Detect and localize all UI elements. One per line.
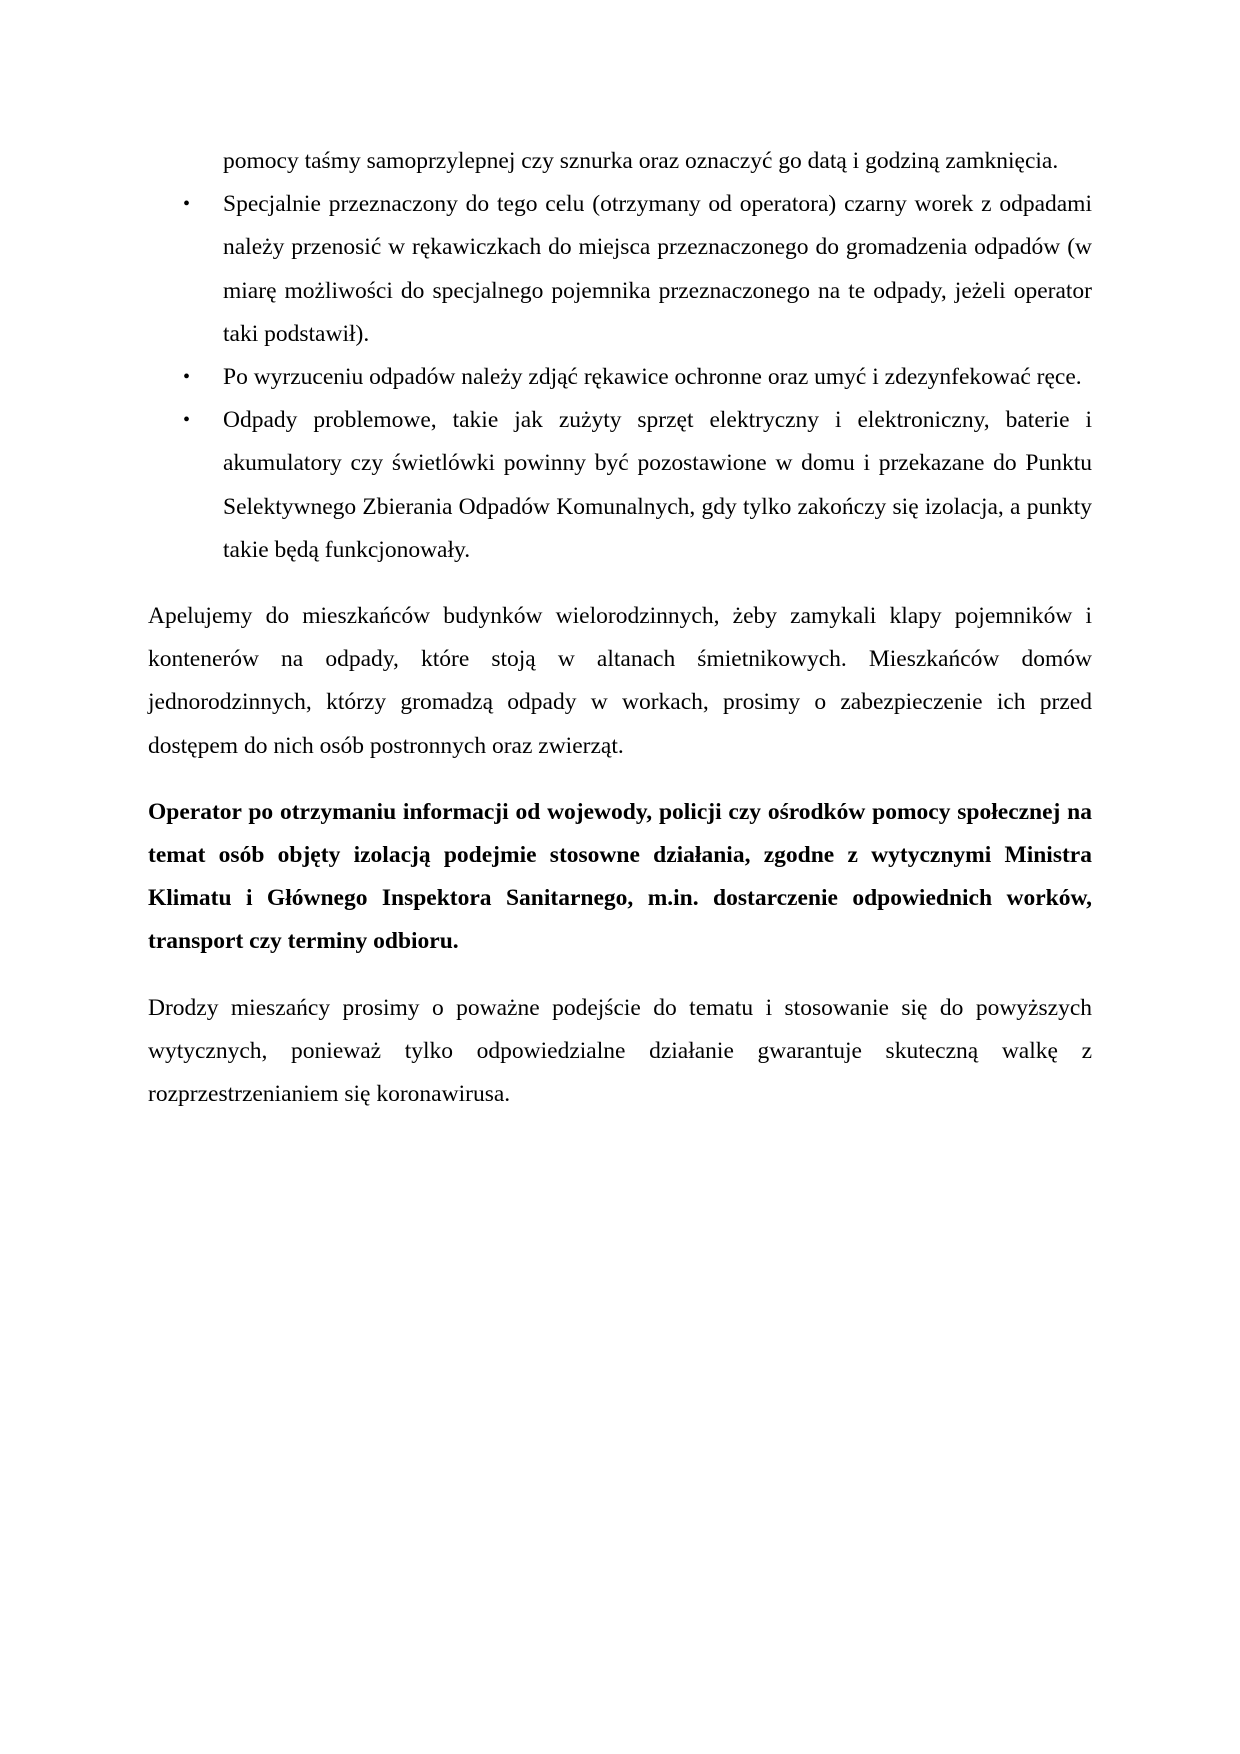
- list-item: [148, 399, 1092, 572]
- document-body: [148, 140, 1092, 1116]
- list-item: [148, 356, 1092, 399]
- bullet-list: [148, 183, 1092, 572]
- bullet-icon: •: [183, 409, 191, 432]
- bullet-icon: •: [183, 193, 191, 216]
- bullet-icon: •: [183, 366, 191, 389]
- list-item: [148, 183, 1092, 356]
- operator-paragraph: Operator po otrzymaniu informacji od wojewody, policji czy ośrodków pomocy społecznej na temat osób objęty izolacją podejmie stosowne działania, zgodne z wytycznymi Ministra Klimatu i Głównego Inspektora Sanitarnego, m.in. dostarczenie odpowiednich worków, transport czy terminy odbioru.: [148, 798, 1092, 955]
- list-item-text: Odpady problemowe, takie jak zużyty sprzęt elektryczny i elektroniczny, baterie i akumulatory czy świetlówki powinny być pozostawione w domu i przekazane do Punktu Selektywnego Zbierania Odpadów Komunalnych, gdy tylko zakończy się izolacja, a punkty takie będą funkcjonowały.: [223, 407, 1092, 563]
- list-item-text: Specjalnie przeznaczony do tego celu (otrzymany od operatora) czarny worek z odpadami należy przenosić w rękawiczkach do miejsca przeznaczonego do gromadzenia odpadów (w miarę możliwości do specjalnego pojemnika przeznaczonego na te odpady, jeżeli operator taki podstawił).: [223, 191, 1092, 347]
- appeal-paragraph: Apelujemy do mieszkańców budynków wielorodzinnych, żeby zamykali klapy pojemników i kontenerów na odpady, które stoją w altanach śmietnikowych. Mieszkańców domów jednorodzinnych, którzy gromadzą odpady w workach, prosimy o zabezpieczenie ich przed dostępem do nich osób postronnych oraz zwierząt.: [148, 603, 1092, 759]
- list-item-text: Po wyrzuceniu odpadów należy zdjąć rękawice ochronne oraz umyć i zdezynfekować ręce.: [223, 364, 1082, 391]
- closing-paragraph: Drodzy mieszańcy prosimy o poważne podejście do tematu i stosowanie się do powyższych wytycznych, ponieważ tylko odpowiedzialne działanie gwarantuje skuteczną walkę z rozprzestrzenianiem się koronawirusa.: [148, 994, 1092, 1108]
- bullet-continuation-text: pomocy taśmy samoprzylepnej czy sznurka oraz oznaczyć go datą i godziną zamknięcia.: [223, 148, 1059, 174]
